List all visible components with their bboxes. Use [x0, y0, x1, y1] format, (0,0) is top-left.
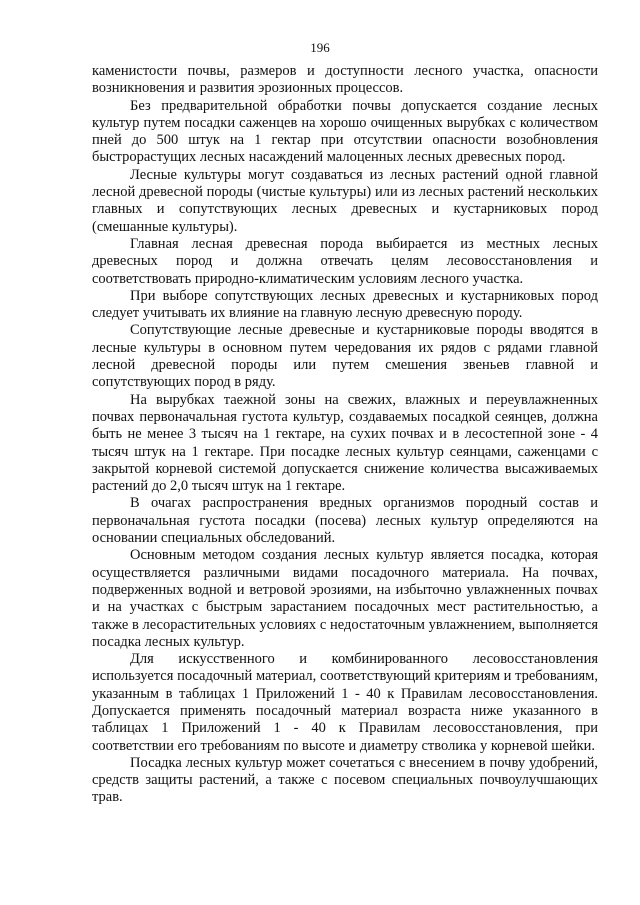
paragraph: Посадка лесных культур может сочетаться с внесением в почву удобрений, средств защиты растений, а также с посевом специальных почвоулучшающих трав. — [92, 754, 598, 806]
paragraph: На вырубках таежной зоны на свежих, влажных и переувлажненных почвах первоначальная густота культур, создаваемых посадкой сеянцев, должна быть не менее 3 тысяч на 1 гектаре, на сухих почвах и в лесостепной зоне - 4 тысяч штук на 1 гектаре. При посадке лесных культур сеянцами, саженцами с закрытой корневой системой допускается снижение количества высаживаемых растений до 2,0 тысяч штук на 1 гектаре. — [92, 391, 598, 495]
paragraph: Без предварительной обработки почвы допускается создание лесных культур путем посадки саженцев на хорошо очищенных вырубках с количеством пней до 500 штук на 1 гектар при отсутствии опасности возобновления быстрорастущих лесных насаждений малоценных лесных древесных пород. — [92, 97, 598, 166]
paragraph: Лесные культуры могут создаваться из лесных растений одной главной лесной древесной породы (чистые культуры) или из лесных растений нескольких главных и сопутствующих лесных древесных и кустарниковых пород (смешанные культуры). — [92, 166, 598, 235]
body-text — [92, 63, 598, 807]
paragraph: Сопутствующие лесные древесные и кустарниковые породы вводятся в лесные культуры в основном путем чередования их рядов с рядами главной лесной древесной породы или путем смешения звеньев главной и сопутствующих пород в ряду. — [92, 322, 598, 391]
paragraph-continued: каменистости почвы, размеров и доступности лесного участка, опасности возникновения и развития эрозионных процессов. — [92, 63, 598, 97]
paragraph: При выборе сопутствующих лесных древесных и кустарниковых пород следует учитывать их влияние на главную лесную древесную породу. — [92, 287, 598, 322]
paragraph: Для искусственного и комбинированного лесовосстановления используется посадочный материал, соответствующий критериям и требованиям, указанным в таблицах 1 Приложений 1 - 40 к Правилам лесовосстановления. Допускается применять посадочный материал возраста ниже указанного в таблицах 1 Приложений 1 - 40 к Правилам лесовосстановления, при соответствии его требованиям по высоте и диаметру стволика у корневой шейки. — [92, 651, 598, 754]
paragraph: Основным методом создания лесных культур является посадка, которая осуществляется различными видами посадочного материала. На почвах, подверженных водной и ветровой эрозиями, на избыточно увлажненных почвах и на участках с быстрым зарастанием посадочных мест растительностью, а также в лесорастительных условиях с недостаточным увлажнением, выполняется посадка лесных культур. — [92, 547, 598, 650]
page-number: 196 — [310, 40, 330, 55]
paragraph: В очагах распространения вредных организмов породный состав и первоначальная густота посадки (посева) лесных культур определяются на основании специальных обследований. — [92, 495, 598, 547]
paragraph: Главная лесная древесная порода выбирается из местных лесных древесных пород и должна отвечать целям лесовосстановления и соответствовать природно-климатическим условиям лесного участка. — [92, 235, 598, 287]
